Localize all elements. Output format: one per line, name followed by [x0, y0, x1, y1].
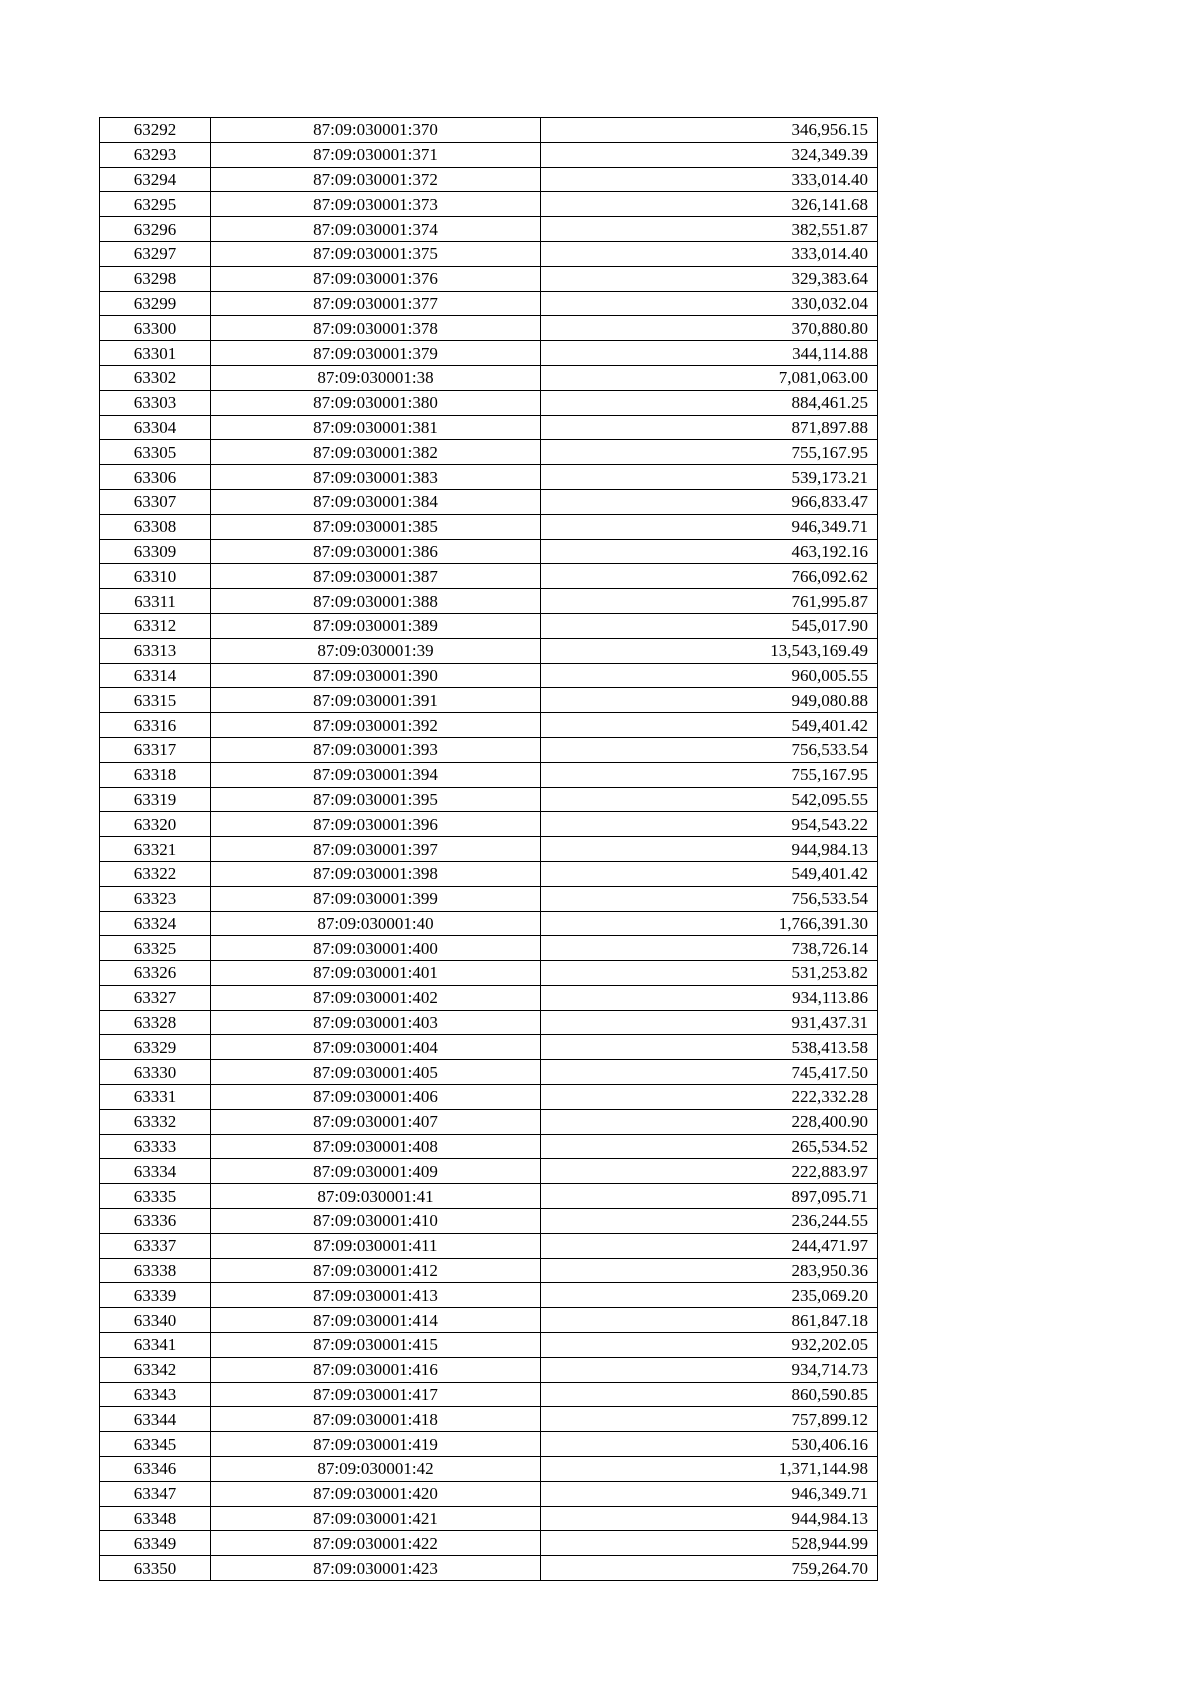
table-row: [100, 1457, 878, 1482]
table-row: [100, 812, 878, 837]
cadastral-value-cell: 346,956.15: [541, 118, 878, 143]
row-number-cell: 63339: [100, 1283, 211, 1308]
cadastral-value-cell: 228,400.90: [541, 1109, 878, 1134]
row-number-cell: 63311: [100, 589, 211, 614]
cadastral-number-cell: 87:09:030001:412: [211, 1258, 541, 1283]
cadastral-number-cell: 87:09:030001:42: [211, 1457, 541, 1482]
cadastral-value-cell: 1,371,144.98: [541, 1457, 878, 1482]
table-row: [100, 489, 878, 514]
cadastral-value-cell: 954,543.22: [541, 812, 878, 837]
cadastral-number-cell: 87:09:030001:393: [211, 737, 541, 762]
cadastral-value-cell: 960,005.55: [541, 663, 878, 688]
cadastral-number-cell: 87:09:030001:418: [211, 1407, 541, 1432]
table-row: [100, 1333, 878, 1358]
table-row: [100, 1258, 878, 1283]
row-number-cell: 63299: [100, 291, 211, 316]
cadastral-number-cell: 87:09:030001:414: [211, 1308, 541, 1333]
row-number-cell: 63344: [100, 1407, 211, 1432]
row-number-cell: 63298: [100, 266, 211, 291]
row-number-cell: 63343: [100, 1382, 211, 1407]
table-row: [100, 1308, 878, 1333]
cadastral-number-cell: 87:09:030001:394: [211, 762, 541, 787]
row-number-cell: 63320: [100, 812, 211, 837]
cadastral-value-cell: 884,461.25: [541, 390, 878, 415]
table-row: [100, 365, 878, 390]
table-row: [100, 564, 878, 589]
cadastral-number-cell: 87:09:030001:398: [211, 861, 541, 886]
cadastral-value-cell: 344,114.88: [541, 341, 878, 366]
cadastral-number-cell: 87:09:030001:422: [211, 1531, 541, 1556]
table-row: [100, 291, 878, 316]
row-number-cell: 63349: [100, 1531, 211, 1556]
cadastral-value-cell: 542,095.55: [541, 787, 878, 812]
cadastral-number-cell: 87:09:030001:381: [211, 415, 541, 440]
row-number-cell: 63337: [100, 1233, 211, 1258]
table-row: [100, 415, 878, 440]
row-number-cell: 63346: [100, 1457, 211, 1482]
cadastral-value-cell: 949,080.88: [541, 688, 878, 713]
cadastral-number-cell: 87:09:030001:385: [211, 514, 541, 539]
table-row: [100, 713, 878, 738]
cadastral-value-cell: 538,413.58: [541, 1035, 878, 1060]
row-number-cell: 63322: [100, 861, 211, 886]
row-number-cell: 63294: [100, 167, 211, 192]
cadastral-value-cell: 382,551.87: [541, 217, 878, 242]
table-row: [100, 142, 878, 167]
row-number-cell: 63295: [100, 192, 211, 217]
cadastral-value-cell: 236,244.55: [541, 1209, 878, 1234]
cadastral-number-cell: 87:09:030001:374: [211, 217, 541, 242]
cadastral-value-cell: 871,897.88: [541, 415, 878, 440]
cadastral-value-cell: 761,995.87: [541, 589, 878, 614]
cadastral-value-cell: 861,847.18: [541, 1308, 878, 1333]
table-row: [100, 1159, 878, 1184]
table-row: [100, 167, 878, 192]
cadastral-number-cell: 87:09:030001:387: [211, 564, 541, 589]
table-row: [100, 539, 878, 564]
cadastral-number-cell: 87:09:030001:411: [211, 1233, 541, 1258]
cadastral-number-cell: 87:09:030001:404: [211, 1035, 541, 1060]
cadastral-value-cell: 222,883.97: [541, 1159, 878, 1184]
cadastral-value-cell: 932,202.05: [541, 1333, 878, 1358]
row-number-cell: 63317: [100, 737, 211, 762]
row-number-cell: 63306: [100, 465, 211, 490]
cadastral-value-cell: 966,833.47: [541, 489, 878, 514]
row-number-cell: 63345: [100, 1432, 211, 1457]
cadastral-value-cell: 944,984.13: [541, 1506, 878, 1531]
row-number-cell: 63331: [100, 1085, 211, 1110]
table-row: [100, 985, 878, 1010]
row-number-cell: 63347: [100, 1481, 211, 1506]
cadastral-value-cell: 244,471.97: [541, 1233, 878, 1258]
cadastral-value-cell: 326,141.68: [541, 192, 878, 217]
cadastral-number-cell: 87:09:030001:384: [211, 489, 541, 514]
cadastral-number-cell: 87:09:030001:41: [211, 1184, 541, 1209]
row-number-cell: 63340: [100, 1308, 211, 1333]
table-row: [100, 1357, 878, 1382]
table-row: [100, 241, 878, 266]
cadastral-value-cell: 757,899.12: [541, 1407, 878, 1432]
cadastral-number-cell: 87:09:030001:388: [211, 589, 541, 614]
row-number-cell: 63313: [100, 638, 211, 663]
cadastral-number-cell: 87:09:030001:390: [211, 663, 541, 688]
table-row: [100, 613, 878, 638]
row-number-cell: 63336: [100, 1209, 211, 1234]
row-number-cell: 63308: [100, 514, 211, 539]
row-number-cell: 63325: [100, 936, 211, 961]
cadastral-value-cell: 756,533.54: [541, 886, 878, 911]
table-row: [100, 1531, 878, 1556]
table-row: [100, 316, 878, 341]
table-row: [100, 762, 878, 787]
cadastral-value-cell: 7,081,063.00: [541, 365, 878, 390]
table-row: [100, 192, 878, 217]
table-row: [100, 440, 878, 465]
row-number-cell: 63300: [100, 316, 211, 341]
cadastral-value-cell: 370,880.80: [541, 316, 878, 341]
table-row: [100, 1060, 878, 1085]
cadastral-number-cell: 87:09:030001:370: [211, 118, 541, 143]
table-row: [100, 1184, 878, 1209]
table-row: [100, 861, 878, 886]
cadastral-number-cell: 87:09:030001:415: [211, 1333, 541, 1358]
cadastral-value-cell: 738,726.14: [541, 936, 878, 961]
cadastral-number-cell: 87:09:030001:379: [211, 341, 541, 366]
cadastral-number-cell: 87:09:030001:39: [211, 638, 541, 663]
cadastral-value-cell: 755,167.95: [541, 440, 878, 465]
row-number-cell: 63297: [100, 241, 211, 266]
row-number-cell: 63328: [100, 1010, 211, 1035]
cadastral-number-cell: 87:09:030001:40: [211, 911, 541, 936]
table-row: [100, 1556, 878, 1581]
row-number-cell: 63341: [100, 1333, 211, 1358]
cadastral-value-cell: 934,714.73: [541, 1357, 878, 1382]
row-number-cell: 63312: [100, 613, 211, 638]
table-row: [100, 1035, 878, 1060]
row-number-cell: 63334: [100, 1159, 211, 1184]
cadastral-number-cell: 87:09:030001:376: [211, 266, 541, 291]
cadastral-value-cell: 539,173.21: [541, 465, 878, 490]
cadastral-number-cell: 87:09:030001:373: [211, 192, 541, 217]
cadastral-value-cell: 324,349.39: [541, 142, 878, 167]
table-row: [100, 837, 878, 862]
row-number-cell: 63305: [100, 440, 211, 465]
cadastral-number-cell: 87:09:030001:420: [211, 1481, 541, 1506]
table-row: [100, 1233, 878, 1258]
cadastral-number-cell: 87:09:030001:386: [211, 539, 541, 564]
cadastral-number-cell: 87:09:030001:400: [211, 936, 541, 961]
row-number-cell: 63326: [100, 961, 211, 986]
cadastral-value-cell: 759,264.70: [541, 1556, 878, 1581]
row-number-cell: 63329: [100, 1035, 211, 1060]
row-number-cell: 63350: [100, 1556, 211, 1581]
row-number-cell: 63319: [100, 787, 211, 812]
cadastral-value-cell: 944,984.13: [541, 837, 878, 862]
table-row: [100, 961, 878, 986]
table-row: [100, 787, 878, 812]
table-row: [100, 663, 878, 688]
table-row: [100, 514, 878, 539]
cadastral-number-cell: 87:09:030001:392: [211, 713, 541, 738]
table-row: [100, 266, 878, 291]
cadastral-number-cell: 87:09:030001:405: [211, 1060, 541, 1085]
row-number-cell: 63332: [100, 1109, 211, 1134]
row-number-cell: 63301: [100, 341, 211, 366]
table-row: [100, 1085, 878, 1110]
table-row: [100, 341, 878, 366]
table-row: [100, 936, 878, 961]
cadastral-number-cell: 87:09:030001:397: [211, 837, 541, 862]
cadastral-value-cell: 329,383.64: [541, 266, 878, 291]
cadastral-number-cell: 87:09:030001:380: [211, 390, 541, 415]
row-number-cell: 63342: [100, 1357, 211, 1382]
table-row: [100, 638, 878, 663]
cadastral-number-cell: 87:09:030001:402: [211, 985, 541, 1010]
row-number-cell: 63348: [100, 1506, 211, 1531]
cadastral-number-cell: 87:09:030001:375: [211, 241, 541, 266]
row-number-cell: 63335: [100, 1184, 211, 1209]
row-number-cell: 63327: [100, 985, 211, 1010]
row-number-cell: 63293: [100, 142, 211, 167]
cadastral-number-cell: 87:09:030001:383: [211, 465, 541, 490]
table-row: [100, 1481, 878, 1506]
table-row: [100, 118, 878, 143]
table-body: [100, 118, 878, 1581]
cadastral-value-cell: 766,092.62: [541, 564, 878, 589]
cadastral-number-cell: 87:09:030001:403: [211, 1010, 541, 1035]
cadastral-number-cell: 87:09:030001:423: [211, 1556, 541, 1581]
row-number-cell: 63307: [100, 489, 211, 514]
cadastral-value-cell: 946,349.71: [541, 514, 878, 539]
cadastral-number-cell: 87:09:030001:396: [211, 812, 541, 837]
table-row: [100, 737, 878, 762]
table-row: [100, 886, 878, 911]
cadastral-value-cell: 463,192.16: [541, 539, 878, 564]
cadastral-number-cell: 87:09:030001:399: [211, 886, 541, 911]
row-number-cell: 63338: [100, 1258, 211, 1283]
cadastral-value-cell: 13,543,169.49: [541, 638, 878, 663]
table-row: [100, 1010, 878, 1035]
row-number-cell: 63321: [100, 837, 211, 862]
cadastral-number-cell: 87:09:030001:406: [211, 1085, 541, 1110]
row-number-cell: 63296: [100, 217, 211, 242]
table-row: [100, 217, 878, 242]
cadastral-value-cell: 755,167.95: [541, 762, 878, 787]
row-number-cell: 63304: [100, 415, 211, 440]
row-number-cell: 63316: [100, 713, 211, 738]
cadastral-number-cell: 87:09:030001:382: [211, 440, 541, 465]
cadastral-value-cell: 745,417.50: [541, 1060, 878, 1085]
table-row: [100, 688, 878, 713]
table-row: [100, 1432, 878, 1457]
cadastral-value-cell: 545,017.90: [541, 613, 878, 638]
cadastral-value-cell: 946,349.71: [541, 1481, 878, 1506]
table-row: [100, 911, 878, 936]
table-row: [100, 1109, 878, 1134]
cadastral-value-table: [99, 117, 878, 1581]
row-number-cell: 63309: [100, 539, 211, 564]
table-row: [100, 1283, 878, 1308]
cadastral-number-cell: 87:09:030001:421: [211, 1506, 541, 1531]
cadastral-value-cell: 1,766,391.30: [541, 911, 878, 936]
row-number-cell: 63292: [100, 118, 211, 143]
row-number-cell: 63333: [100, 1134, 211, 1159]
cadastral-number-cell: 87:09:030001:401: [211, 961, 541, 986]
row-number-cell: 63323: [100, 886, 211, 911]
table-row: [100, 390, 878, 415]
cadastral-number-cell: 87:09:030001:419: [211, 1432, 541, 1457]
cadastral-value-cell: 549,401.42: [541, 861, 878, 886]
row-number-cell: 63324: [100, 911, 211, 936]
cadastral-number-cell: 87:09:030001:38: [211, 365, 541, 390]
cadastral-value-cell: 549,401.42: [541, 713, 878, 738]
cadastral-value-cell: 333,014.40: [541, 167, 878, 192]
cadastral-number-cell: 87:09:030001:395: [211, 787, 541, 812]
cadastral-number-cell: 87:09:030001:391: [211, 688, 541, 713]
cadastral-number-cell: 87:09:030001:417: [211, 1382, 541, 1407]
cadastral-number-cell: 87:09:030001:409: [211, 1159, 541, 1184]
cadastral-value-cell: 934,113.86: [541, 985, 878, 1010]
cadastral-number-cell: 87:09:030001:372: [211, 167, 541, 192]
cadastral-value-cell: 265,534.52: [541, 1134, 878, 1159]
table-row: [100, 465, 878, 490]
cadastral-value-cell: 531,253.82: [541, 961, 878, 986]
cadastral-number-cell: 87:09:030001:410: [211, 1209, 541, 1234]
cadastral-value-cell: 333,014.40: [541, 241, 878, 266]
row-number-cell: 63314: [100, 663, 211, 688]
cadastral-number-cell: 87:09:030001:408: [211, 1134, 541, 1159]
cadastral-number-cell: 87:09:030001:371: [211, 142, 541, 167]
cadastral-value-cell: 222,332.28: [541, 1085, 878, 1110]
table-row: [100, 1407, 878, 1432]
row-number-cell: 63330: [100, 1060, 211, 1085]
cadastral-number-cell: 87:09:030001:413: [211, 1283, 541, 1308]
table-row: [100, 1506, 878, 1531]
cadastral-number-cell: 87:09:030001:377: [211, 291, 541, 316]
cadastral-value-cell: 530,406.16: [541, 1432, 878, 1457]
row-number-cell: 63310: [100, 564, 211, 589]
cadastral-value-cell: 330,032.04: [541, 291, 878, 316]
row-number-cell: 63302: [100, 365, 211, 390]
cadastral-value-cell: 235,069.20: [541, 1283, 878, 1308]
cadastral-number-cell: 87:09:030001:416: [211, 1357, 541, 1382]
table-row: [100, 589, 878, 614]
cadastral-value-cell: 283,950.36: [541, 1258, 878, 1283]
row-number-cell: 63318: [100, 762, 211, 787]
cadastral-value-cell: 897,095.71: [541, 1184, 878, 1209]
table-row: [100, 1134, 878, 1159]
table-row: [100, 1382, 878, 1407]
cadastral-number-cell: 87:09:030001:407: [211, 1109, 541, 1134]
cadastral-value-cell: 528,944.99: [541, 1531, 878, 1556]
cadastral-value-cell: 931,437.31: [541, 1010, 878, 1035]
table-row: [100, 1209, 878, 1234]
cadastral-number-cell: 87:09:030001:389: [211, 613, 541, 638]
row-number-cell: 63315: [100, 688, 211, 713]
row-number-cell: 63303: [100, 390, 211, 415]
cadastral-number-cell: 87:09:030001:378: [211, 316, 541, 341]
cadastral-value-cell: 860,590.85: [541, 1382, 878, 1407]
cadastral-value-cell: 756,533.54: [541, 737, 878, 762]
